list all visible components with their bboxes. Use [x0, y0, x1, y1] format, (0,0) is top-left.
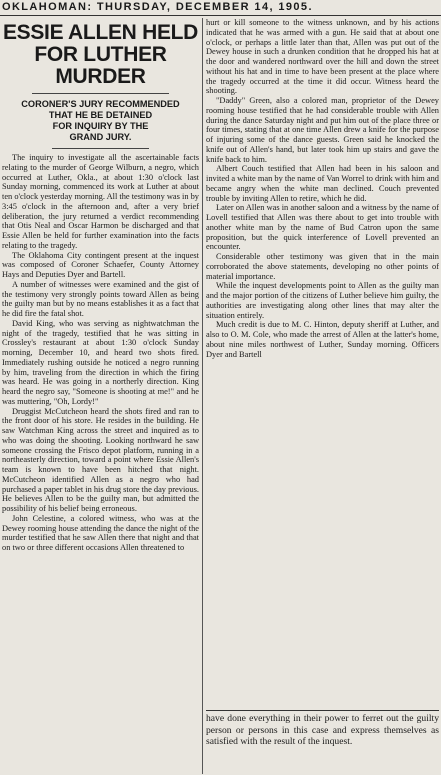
article-paragraph: "Daddy" Green, also a colored man, proprietor of the Dewey rooming house testified that he had considerable trouble with Allen during the dance Saturday night and put him out of the place three or four times, stating that at one time Allen drew a knife for the purpose of injuring some of the dance guests. Green said he knocked the knife out of Allen's hand, but later took him up stairs and gave the knife back to him.: [206, 96, 439, 164]
article-paragraph: Albert Couch testified that Allen had been in his saloon and invited a white man by the name of Van Worrel to drink with him and became angry when the white man declined. Couch prevented trouble by inviting Allen to retire, which he did.: [206, 164, 439, 203]
article-paragraph: Later on Allen was in another saloon and a witness by the name of Lovell testified that Allen was there about to get into trouble with another white man by the name of Bud Catron upon the same proposition, but the quick interference of Lovell prevented an encounter.: [206, 203, 439, 252]
subheadline-line-1: CORONER'S JURY RECOMMENDED: [21, 99, 180, 109]
article-paragraph: Much credit is due to M. C. Hinton, deputy sheriff at Luther, and also to O. M. Cole, who made the arrest of Allen at the latter's home, about nine miles northwest of Luther, Sunday morning. Officers Dyer and Bartell: [206, 320, 439, 359]
subheadline-line-4: GRAND JURY.: [69, 132, 132, 142]
subheadline-line-3: FOR INQUIRY BY THE: [52, 121, 149, 131]
continuation-box: [206, 710, 439, 775]
masthead-rule: [0, 15, 441, 16]
left-column: [2, 18, 199, 774]
continuation-text: have done everything in their power to ferret out the guilty person or persons in this case and express themselves as satisfied with the result of the inquest.: [206, 713, 439, 747]
masthead: OKLAHOMAN: THURSDAY, DECEMBER 14, 1905.: [2, 1, 313, 13]
subheadline-line-2: THAT HE BE DETAINED: [48, 110, 153, 120]
column-divider: [202, 18, 203, 774]
article-paragraph: The Oklahoma City contingent present at the inquest was composed of Coroner Schaefer, County Attorney Hays and Deputies Dyer and Bartell.: [2, 250, 199, 279]
article-paragraph: A number of witnesses were examined and the gist of the testimony very strongly points toward Allen as being the guilty man but by no means establishes it as a fact that he did fire the fatal shot.: [2, 279, 199, 318]
subheadline-rule: [52, 148, 149, 149]
article-paragraph: John Celestine, a colored witness, who was at the Dewey rooming house attending the dance the night of the murder testified that he saw Allen there that night and that on two or three different occasions Allen threatened to: [2, 513, 199, 552]
article-paragraph: While the inquest developments point to Allen as the guilty man and the major portion of the citizens of Luther believe him guilty, the authorities are investigating along other lines that may alter the situation entirely.: [206, 281, 439, 320]
subheadline: [6, 99, 195, 143]
headline-rule: [32, 93, 169, 94]
article-paragraph: David King, who was serving as nightwatchman the night of the tragedy, testified that he was sitting in Crossley's restaurant at about 1:30 o'clock Sunday morning, December 10, and heard two shots fired. Immediately rushing outside he noticed a negro running by him, traveling from the direction in which the firing was heard. He was going in a northerly direction. King heard the negro say, "Someone is shooting at me!" and he was muttering, "Oh, Lordy!": [2, 318, 199, 406]
headline-line-1: ESSIE ALLEN HELD: [2, 21, 199, 44]
headline: [2, 22, 199, 88]
article-paragraph: hurt or kill someone to the witness unknown, and by his actions indicated that he was armed with a gun. He said that at about one o'clock, or perhaps a little later than that, Allen was put out of the Dewey house in such a drunken condition that he dropped his hat at the door and wandered northward over the hill and down the street without his hat and in time to have been present at the place where the tragedy occurred at the time it did occur. Witness heard the shooting.: [206, 18, 439, 96]
article-paragraph: Druggist McCutcheon heard the shots fired and ran to the front door of his store. He resides in the building. He saw Watchman King across the street and inquired as to who was doing the shooting. Looking northward he saw someone crossing the Frisco depot platform, running in a northeasterly direction, toward a point where Essie Allen's team is known to have been hitched that night. McCutcheon identified Allen as a negro who had purchased a paper tablet in his drug store the day previous. He believes Allen to be the guilty man, but admitted the possibility of his belief being erroneous.: [2, 406, 199, 513]
headline-line-2: FOR LUTHER MURDER: [34, 43, 167, 88]
right-column: [206, 18, 439, 774]
article-paragraph: Considerable other testimony was given that in the main corroborated the above statements, developing no other points of material importance.: [206, 252, 439, 281]
article-paragraph: The inquiry to investigate all the ascertainable facts relating to the murder of George Wilburn, a negro, which occurred at Luther, Okla., at about 1:30 o'clock last Sunday morning, commenced its work at Luther at about ten o'clock yesterday morning. All the testimony was in by 3:45 o'clock in the afternoon and, after a very brief deliberation, the jury returned a verdict recommending that Otis Neal and Oscar Harmon be discharged and that Essie Allen be held for further examination into the facts relating to the tragedy.: [2, 153, 199, 250]
